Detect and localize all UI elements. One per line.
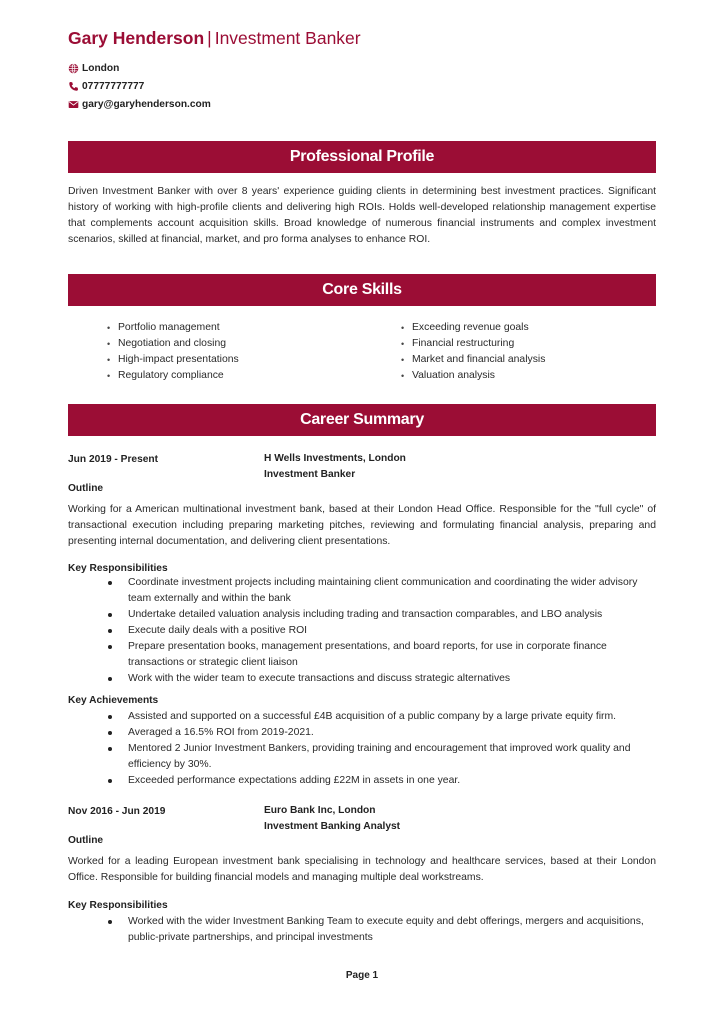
outline-label: Outline bbox=[68, 483, 104, 494]
list-item: Prepare presentation books, management presentations, and board reports, for use in corporate finance transactions or strategic client liaison bbox=[128, 639, 658, 671]
candidate-name: Gary Henderson bbox=[68, 28, 205, 48]
list-item: Exceeded performance expectations adding £22M in assets in one year. bbox=[128, 773, 658, 789]
section-heading-profile: Professional Profile bbox=[68, 141, 656, 173]
profile-paragraph: Driven Investment Banker with over 8 years' experience guiding clients in determining best investment practices. Significant history of working with high-profile clients and delivering high ROIs. Holds well-developed relationship management expertise that complements account acquisition skills. Broad knowledge of numerous financial instruments and complex investment scenarios, skilled at financial, market, and pro forma analyses to enhance ROI. bbox=[68, 186, 656, 245]
list-item: Coordinate investment projects including maintaining client communication and coordinating the wider advisory team externally and within the bank bbox=[128, 575, 658, 607]
job-employer-block bbox=[264, 803, 400, 835]
skill-item: • Valuation analysis bbox=[401, 368, 545, 384]
job-position: Investment Banking Analyst bbox=[264, 821, 401, 832]
skill-item: • Negotiation and closing bbox=[107, 336, 239, 352]
contact-email bbox=[68, 96, 211, 112]
phone-text: 07777777777 bbox=[82, 80, 145, 92]
list-item: Assisted and supported on a successful £4B acquisition of a public company by a large private equity firm. bbox=[128, 709, 658, 725]
section-heading-skills: Core Skills bbox=[68, 274, 656, 306]
contact-phone bbox=[68, 78, 144, 94]
phone-icon bbox=[68, 81, 79, 92]
skill-item: • Portfolio management bbox=[107, 320, 239, 336]
globe-icon bbox=[68, 63, 79, 74]
skill-item: • High-impact presentations bbox=[107, 352, 239, 368]
responsibilities-list bbox=[128, 914, 658, 946]
job-employer: Euro Bank Inc, London bbox=[264, 805, 376, 816]
list-item: Undertake detailed valuation analysis including trading and transaction comparables, and LBO analysis bbox=[128, 607, 658, 623]
contact-location bbox=[68, 60, 119, 76]
responsibilities-list bbox=[128, 575, 658, 687]
job-employer-block bbox=[264, 451, 406, 483]
job-outline: Working for a American multinational investment bank, based at their London Head Office. Responsible for the "full cycle" of transactional execution including preparing marketing pitches, reviewing and formulating financial analysis, preparing and presenting internal documentation, and delivering client presentations. bbox=[68, 504, 656, 547]
list-item: Averaged a 16.5% ROI from 2019-2021. bbox=[128, 725, 658, 741]
responsibilities-label: Key Responsibilities bbox=[68, 900, 168, 911]
skill-item: • Regulatory compliance bbox=[107, 368, 239, 384]
job-employer: H Wells Investments, London bbox=[264, 453, 406, 464]
job-outline: Worked for a leading European investment bank specialising in technology and healthcare services, based at their London Office. Responsible for building financial models and managing multiple deal workstreams. bbox=[68, 856, 656, 883]
envelope-icon bbox=[68, 99, 79, 110]
location-text: London bbox=[82, 62, 120, 74]
achievements-list bbox=[128, 709, 658, 789]
list-item: Execute daily deals with a positive ROI bbox=[128, 623, 658, 639]
list-item: Worked with the wider Investment Banking Team to execute equity and debt offerings, mergers and acquisitions, public-private partnerships, and principal investments bbox=[128, 914, 658, 946]
resume-header bbox=[68, 28, 361, 50]
achievements-label: Key Achievements bbox=[68, 695, 159, 706]
job-dates: Jun 2019 - Present bbox=[68, 454, 159, 465]
page-number: Page 1 bbox=[345, 970, 379, 981]
skills-list-left bbox=[107, 320, 239, 384]
section-heading-career: Career Summary bbox=[68, 404, 656, 436]
list-item: Work with the wider team to execute transactions and discuss strategic alternatives bbox=[128, 671, 658, 687]
skill-item: • Financial restructuring bbox=[401, 336, 545, 352]
job-dates: Nov 2016 - Jun 2019 bbox=[68, 806, 166, 817]
skills-list-right bbox=[401, 320, 545, 384]
outline-label: Outline bbox=[68, 835, 104, 846]
skill-item: • Market and financial analysis bbox=[401, 352, 545, 368]
candidate-title: Investment Banker bbox=[214, 28, 361, 48]
job-position: Investment Banker bbox=[264, 469, 356, 480]
responsibilities-label: Key Responsibilities bbox=[68, 563, 168, 574]
header-separator: | bbox=[207, 28, 212, 48]
email-text: gary@garyhenderson.com bbox=[82, 98, 211, 110]
list-item: Mentored 2 Junior Investment Bankers, providing training and encouragement that improved work quality and efficiency by 30%. bbox=[128, 741, 658, 773]
skill-item: • Exceeding revenue goals bbox=[401, 320, 545, 336]
